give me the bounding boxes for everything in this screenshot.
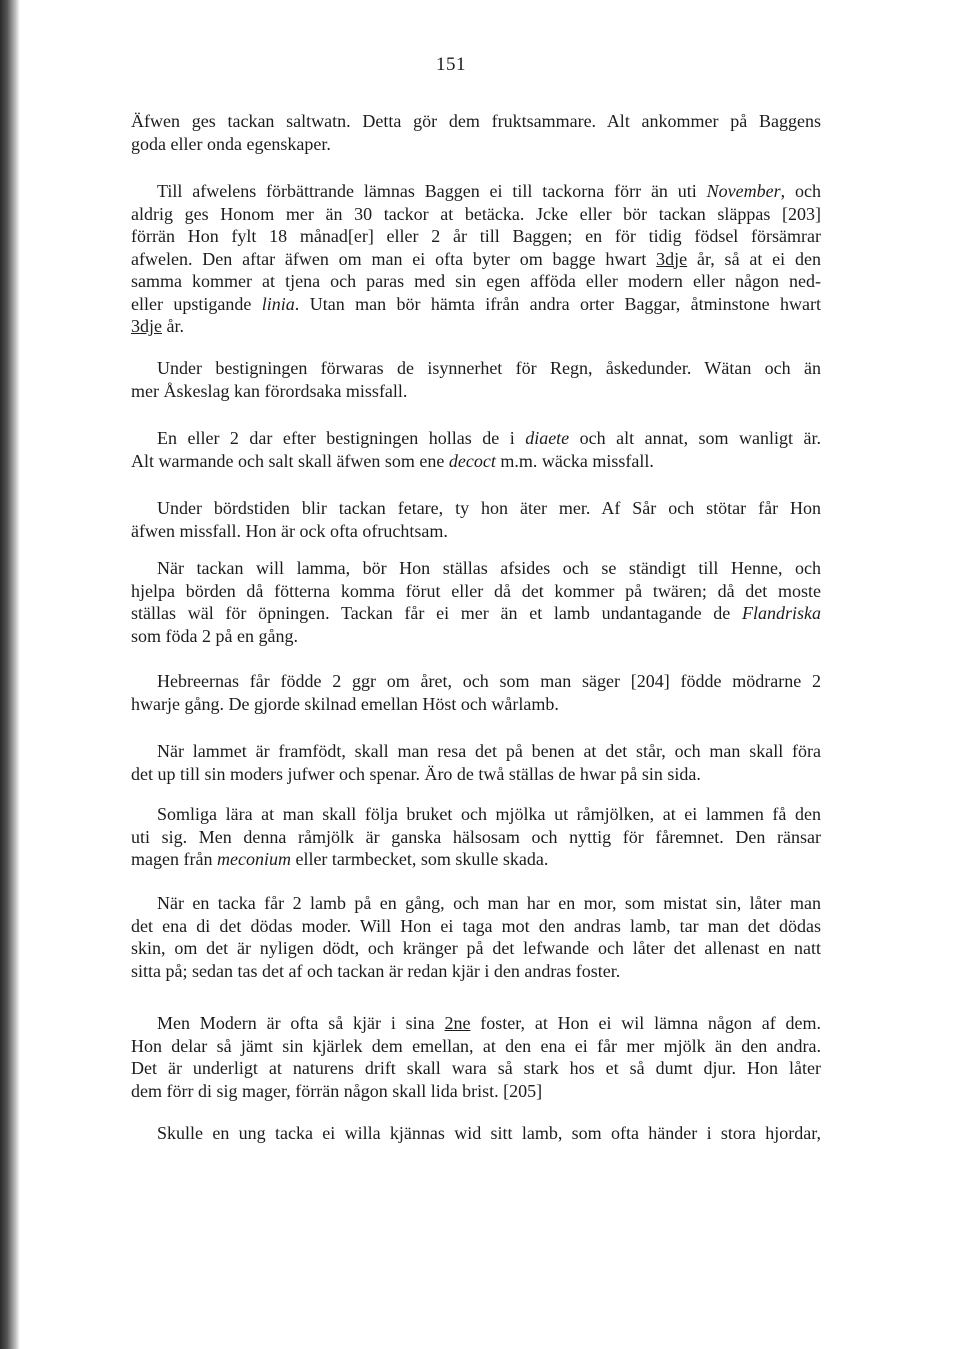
underlined-term: 3dje [131,316,162,336]
text-run: magen från [131,849,217,869]
page-number: 151 [436,54,466,75]
text-run: eller upstigande [131,293,262,314]
text-line: Hon delar så jämt sin kjärlek dem emellan, at den ena ei får mer mjölk än den andra. [131,1035,821,1056]
text-line: hjelpa börden då fötterna komma förut eller då det kommer på twären; då det moste [131,580,821,601]
text-line: När lammet är framfödt, skall man resa det på benen at det står, och man skall föra [157,741,821,761]
paragraph [131,892,821,982]
paragraph [131,497,821,542]
text-run: Alt warmande och salt skall äfwen som ene [131,450,449,471]
text-run: eller tarmbecket, som skulle skada. [290,849,549,869]
text-line: När tackan will lamma, bör Hon ställas afsides och se ständigt till Henne, och [157,558,821,578]
paragraph [131,670,821,715]
paragraph [131,357,821,402]
text-line: Äfwen ges tackan saltwatn. Detta gör dem fruktsammare. Alt ankommer på Baggens [131,111,821,131]
paragraph [131,180,821,338]
text-line: goda eller onda egenskaper. [131,133,331,154]
paragraph [131,1122,821,1145]
text-run: foster, at Hon ei wil lämna någon af dem. [470,1013,822,1033]
text-line [131,450,821,473]
text-line: det up till sin moders jufwer och spenar. Äro de twå ställas de hwar på sin sida. [131,763,701,784]
underlined-term: 2ne [444,1013,471,1033]
italic-term: linia [261,293,295,314]
text-line: Hebreernas får födde 2 ggr om året, och som man säger [204] födde mödrarne 2 [157,671,821,691]
text-line [131,315,821,338]
text-run: En eller 2 dar efter bestigningen hollas de i [157,428,526,448]
text-line: som föda 2 på en gång. [131,625,298,646]
text-line: mer Åskeslag kan förordsaka missfall. [131,380,408,401]
paragraph [131,557,821,647]
text-run: , och [780,181,821,201]
text-run: ställas wäl för öpningen. Tackan får ei mer än et lamb undantagande de [131,603,742,623]
text-line: uti sig. Men denna råmjölk är ganska hälsosam och nyttig för fåremnet. Den ränsar [131,826,821,847]
text-run: Till afwelens förbättrande lämnas Baggen ei till tackorna förr än uti [157,181,707,201]
italic-term: decoct [448,450,496,471]
text-line: äfwen missfall. Hon är ock ofta ofruchtsam. [131,520,448,541]
italic-term: diaete [525,428,570,448]
text-run: och alt annat, som wanligt är. [569,428,821,448]
text-line: Det är underligt at naturens drift skall wara så stark hos et så dumt djur. Hon låter [131,1058,821,1078]
text-run: m.m. wäcka missfall. [495,450,654,471]
text-line [131,248,821,271]
text-line [131,427,821,450]
text-line [131,848,821,871]
binding-shadow [0,0,20,1349]
text-line [131,293,821,316]
italic-term: November [706,181,781,201]
text-line: Skulle en ung tacka ei willa kjännas wid sitt lamb, som ofta händer i stora hjordar, [157,1123,821,1143]
text-line: Under bestigningen förwaras de isynnerhet för Regn, åskedunder. Wätan och än [157,358,821,378]
paragraph [131,803,821,871]
text-line: aldrig ges Honom mer än 30 tackor at betäcka. Jcke eller bör tackan släppas [203] [131,203,821,224]
paragraph [131,427,821,472]
text-run: . Utan man bör hämta ifrån andra orter Baggar, åtminstone hwart [294,293,821,314]
text-run: år. [162,316,184,336]
text-line: dem förr di sig mager, förrän någon skall lida brist. [205] [131,1080,543,1101]
text-line: det ena di det dödas moder. Will Hon ei taga mot den andras lamb, tar man det dödas [131,915,821,936]
text-line: När en tacka får 2 lamb på en gång, och man har en mor, som mistat sin, låter man [157,893,821,913]
text-line [131,1012,821,1035]
paragraph [131,740,821,785]
text-line: hwarje gång. De gjorde skilnad emellan Höst och wårlamb. [131,693,559,714]
text-line: Under bördstiden blir tackan fetare, ty hon äter mer. Af Sår och stötar får Hon [157,498,821,518]
text-run: Men Modern är ofta så kjär i sina [157,1013,445,1033]
paragraph [131,1012,821,1102]
italic-term: Flandriska [742,603,821,623]
text-line: Somliga lära at man skall följa bruket och mjölka ut råmjölken, at ei lammen få den [157,804,821,824]
text-line: sitta på; sedan tas det af och tackan är redan kjär i den andras foster. [131,960,621,981]
paragraph [131,110,821,155]
text-line: förrän Hon fylt 18 månad[er] eller 2 år till Baggen; en för tidig födsel försämrar [131,226,821,246]
text-run: afwelen. Den aftar äfwen om man ei ofta byter om bagge hwart [131,248,657,269]
text-line: skin, om det är nyligen dödt, och kränger på det lefwande och låter det allenast en natt [131,938,821,958]
text-line [131,180,821,203]
text-line [131,602,821,625]
italic-term: meconium [216,849,291,869]
text-line: samma kommer at tjena och paras med sin egen afföda eller modern eller någon ned- [131,271,821,291]
underlined-term: 3dje [656,248,688,269]
text-run: år, så at ei den [687,248,821,269]
